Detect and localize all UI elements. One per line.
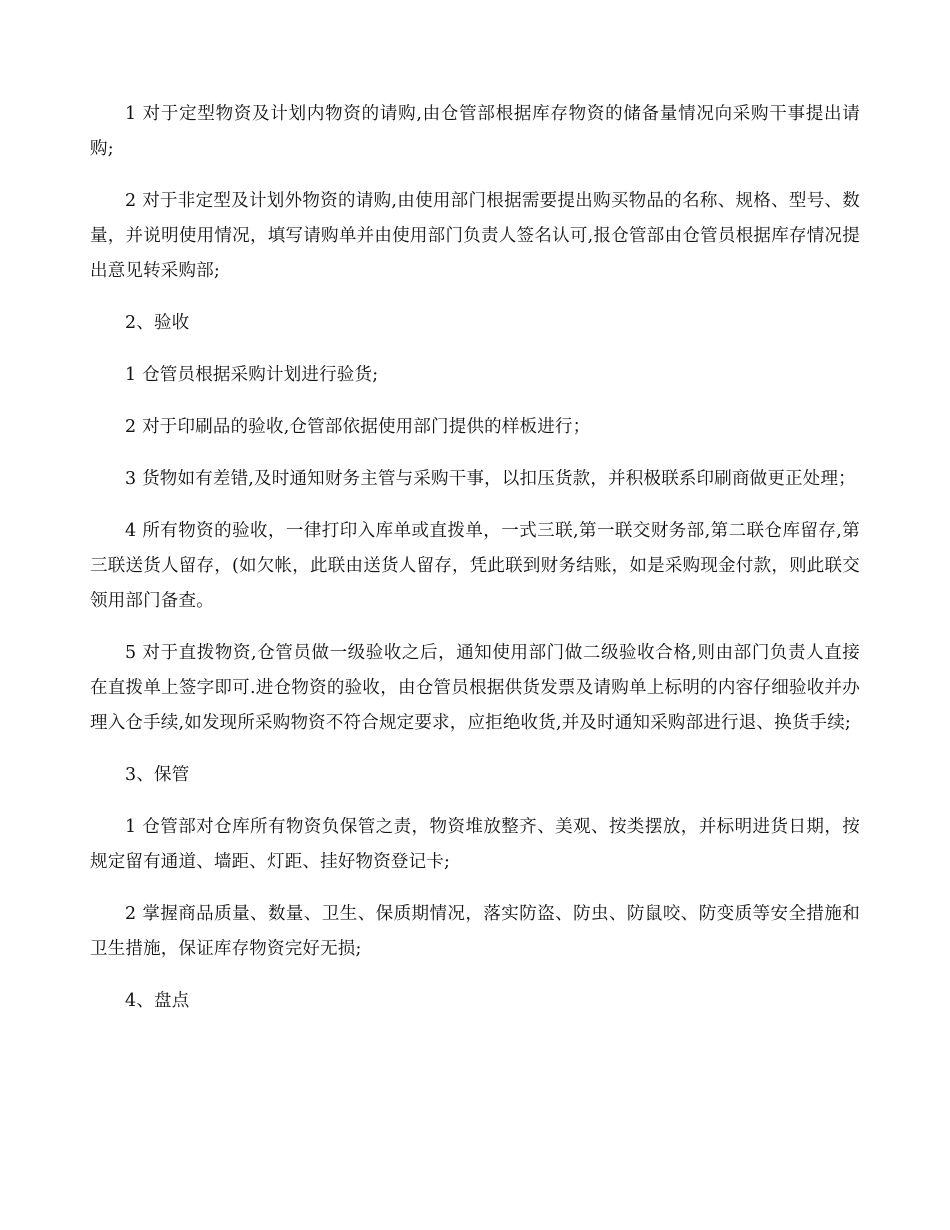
paragraph-gap: [90, 793, 860, 810]
paragraph-storage-2: 2 掌握商品质量、数量、卫生、保质期情况，落实防盗、防虫、防鼠咬、防变质等安全措施和卫生措施，保证库存物资完好无损;: [90, 904, 860, 959]
paragraph-acceptance-1: 1 仓管员根据采购计划进行验货;: [125, 365, 379, 385]
paragraph-acceptance-5: 5 对于直拨物资,仓管员做一级验收之后，通知使用部门做二级验收合格,则由部门负责人直接在直拨单上签字即可.进仓物资的验收，由仓管员根据供货发票及请购单上标明的内容仔细验收并办理入仓手续,如发现所采购物资不符合规定要求，应拒绝收货,并及时通知采购部进行退、换货手续;: [90, 643, 860, 733]
paragraph-storage-1: 1 仓管部对仓库所有物资负保管之责，物资堆放整齐、美观、按类摆放，并标明进货日期，按规定留有通道、墙距、灯距、挂好物资登记卡;: [90, 817, 860, 872]
paragraph-acceptance-4: 4 所有物资的验收，一律打印入库单或直拨单，一式三联,第一联交财务部,第二联仓库留存,第三联送货人留存，(如欠帐，此联由送货人留存，凭此联到财务结账，如是采购现金付款，则此联交领用部门备查。: [90, 521, 860, 611]
paragraph-gap: [90, 967, 860, 984]
paragraph-gap: [90, 341, 860, 358]
section-heading-acceptance: 2、验收: [125, 313, 190, 333]
section-heading-inventory: 4、盘点: [125, 991, 190, 1011]
paragraph-gap: [90, 167, 860, 184]
paragraph-acceptance-3: 3 货物如有差错,及时通知财务主管与采购干事，以扣压货款，并积极联系印刷商做更正处理；: [125, 469, 856, 489]
document-page: [90, 97, 860, 1019]
paragraph-gap: [90, 445, 860, 462]
paragraph-gap: [90, 393, 860, 410]
paragraph-acceptance-2: 2 对于印刷品的验收,仓管部依据使用部门提供的样板进行；: [125, 417, 591, 437]
paragraph-gap: [90, 619, 860, 636]
paragraph-gap: [90, 741, 860, 758]
paragraph-purchase-request-standard: 1 对于定型物资及计划内物资的请购,由仓管部根据库存物资的储备量情况向采购干事提出请购;: [90, 104, 860, 159]
section-heading-storage: 3、保管: [125, 765, 190, 785]
paragraph-gap: [90, 880, 860, 897]
paragraph-purchase-request-nonstandard: 2 对于非定型及计划外物资的请购,由使用部门根据需要提出购买物品的名称、规格、型号、数量，并说明使用情况，填写请购单并由使用部门负责人签名认可,报仓管部由仓管员根据库存情况提出意见转采购部;: [90, 191, 860, 281]
paragraph-gap: [90, 289, 860, 306]
paragraph-gap: [90, 497, 860, 514]
